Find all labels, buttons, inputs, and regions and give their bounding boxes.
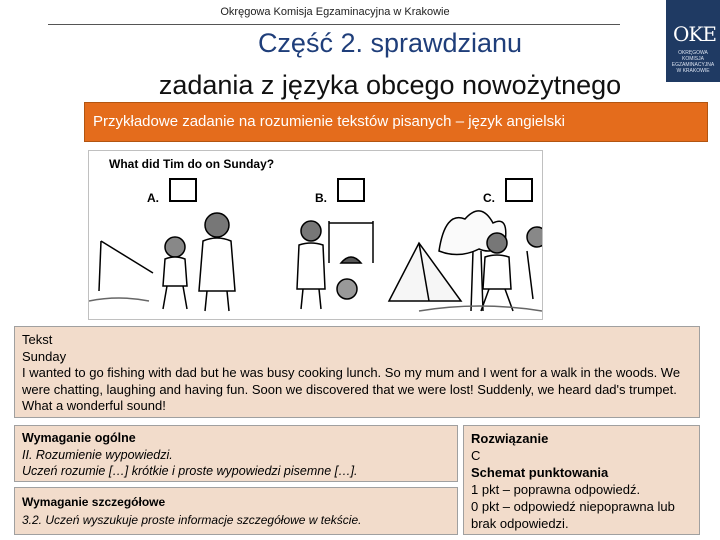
logo-subtitle: OKRĘGOWA KOMISJA EGZAMINACYJNA W KRAKOWIE — [671, 50, 715, 74]
logo-mark: OKE — [673, 22, 716, 46]
scoring-line2: 0 pkt – odpowiedź niepoprawna lub brak odpowiedzi. — [471, 499, 675, 531]
scoring-line1: 1 pkt – poprawna odpowiedź. — [471, 482, 641, 497]
header-divider — [48, 24, 620, 25]
detailed-requirement-label: Wymaganie szczegółowe — [22, 495, 166, 509]
option-a-label: A. — [147, 191, 159, 205]
solution-answer: C — [471, 448, 481, 463]
slide-title-line1: Część 2. sprawdzianu — [257, 28, 523, 58]
detailed-requirement-text: 3.2. Uczeń wyszukuje proste informacje szczegółowe w tekście. — [22, 513, 362, 527]
scene-drawings — [89, 151, 542, 319]
solution-label: Rozwiązanie — [471, 431, 549, 446]
general-requirement-line1: II. Rozumienie wypowiedzi. — [22, 447, 173, 462]
general-requirement-label: Wymaganie ogólne — [22, 431, 136, 445]
slide-title-line2: zadania z języka obcego nowożytnego — [158, 70, 622, 100]
scoring-label: Schemat punktowania — [471, 465, 609, 480]
task-question: What did Tim do on Sunday? — [109, 157, 275, 171]
option-b-label: B. — [315, 191, 327, 205]
fishing-scene-picture — [89, 213, 235, 311]
cooking-scene-picture — [297, 221, 461, 309]
detailed-requirement-panel — [14, 487, 458, 535]
general-requirement-panel — [14, 425, 458, 482]
task-banner — [84, 102, 708, 142]
header-institution: Okręgowa Komisja Egzaminacyjna w Krakowie — [220, 6, 450, 18]
text-heading: Sunday — [22, 348, 67, 364]
task-illustration — [88, 150, 543, 320]
task-banner-text: Przykładowe zadanie na rozumienie tekstów pisanych – język angielski — [93, 113, 565, 130]
text-label: Tekst — [22, 332, 53, 347]
solution-panel — [463, 425, 700, 535]
option-c-label: C. — [483, 191, 495, 205]
general-requirement-line2: Uczeń rozumie […] krótkie i proste wypowiedzi pisemne […]. — [22, 464, 358, 478]
text-body: I wanted to go fishing with dad but he was busy cooking lunch. So my mum and I went for a walk in the woods. We were chatting, laughing and having fun. Soon we discovered that we were lost! Suddenly, we heard dad's trumpet. What a wonderful sound! — [22, 365, 681, 413]
reading-text-panel — [14, 326, 700, 418]
